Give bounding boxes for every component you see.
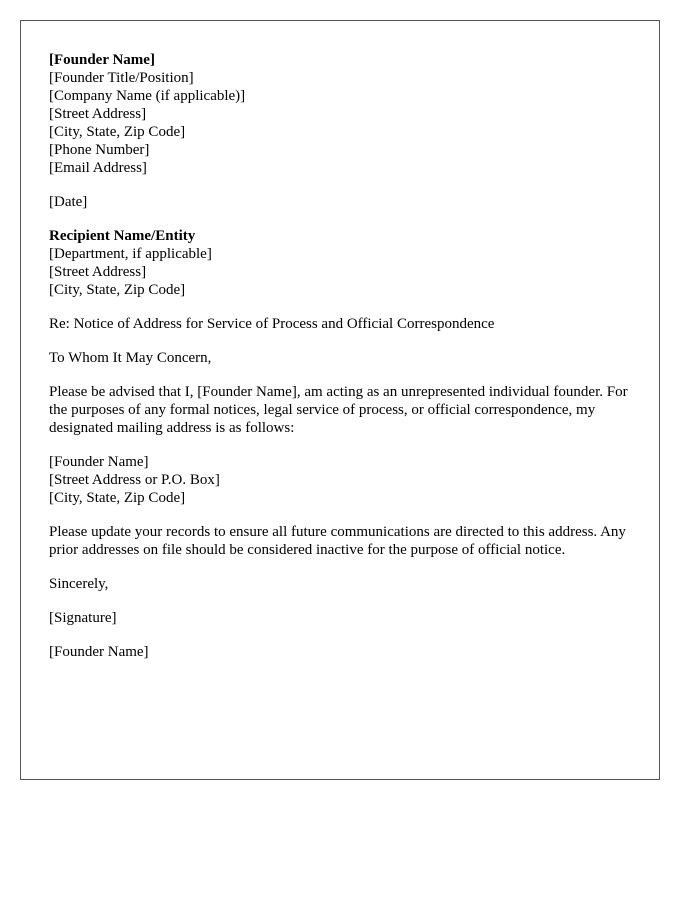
sender-name: [Founder Name] [49,52,155,68]
designated-address-block [49,453,631,507]
sender-phone: [Phone Number] [49,142,150,158]
sender-block [49,51,631,177]
designated-address-name: [Founder Name] [49,454,149,470]
recipient-block [49,227,631,299]
designated-address-city: [City, State, Zip Code] [49,490,186,506]
date-block [49,193,631,211]
letter-date: [Date] [49,194,88,210]
closing: Sincerely, [49,576,109,592]
sender-street: [Street Address] [49,106,147,122]
recipient-department: [Department, if applicable] [49,246,212,262]
sender-city: [City, State, Zip Code] [49,124,186,140]
designated-address-street: [Street Address or P.O. Box] [49,472,220,488]
letter-page [20,20,660,780]
subject-line: Re: Notice of Address for Service of Process and Official Correspondence [49,316,495,332]
body-paragraph-1: Please be advised that I, [Founder Name], am acting as an unrepresented individual founder. For the purposes of any formal notices, legal service of process, or official correspondence, my designated mailing address is as follows: [49,384,628,436]
recipient-city: [City, State, Zip Code] [49,282,186,298]
recipient-street: [Street Address] [49,264,147,280]
body-paragraph-2: Please update your records to ensure all future communications are directed to this address. Any prior addresses on file should be considered inactive for the purpose of official notice. [49,524,626,558]
salutation: To Whom It May Concern, [49,350,212,366]
signature-placeholder: [Signature] [49,610,117,626]
sender-email: [Email Address] [49,160,147,176]
sender-company: [Company Name (if applicable)] [49,88,246,104]
signer-name: [Founder Name] [49,644,149,660]
sender-title: [Founder Title/Position] [49,70,194,86]
recipient-name: Recipient Name/Entity [49,228,196,244]
